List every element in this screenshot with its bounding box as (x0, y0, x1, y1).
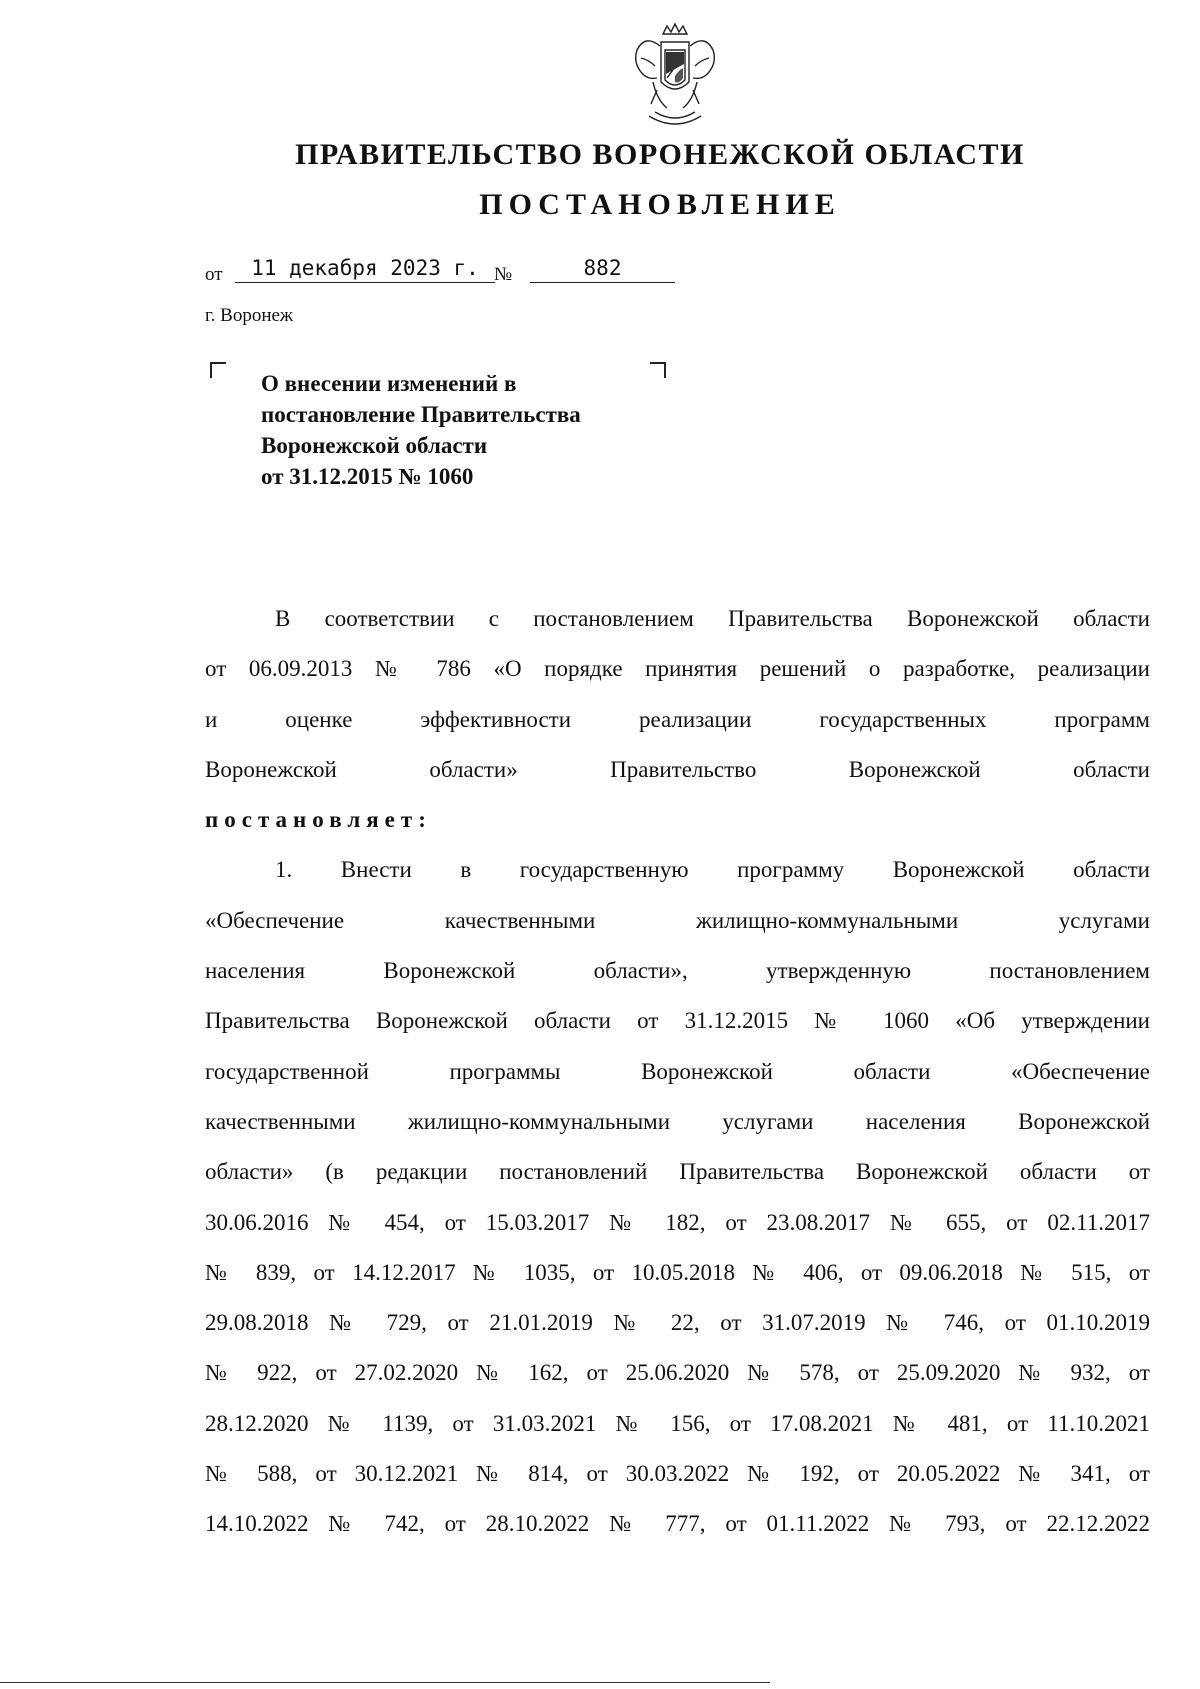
body-line: 1. Внести в государственную программу Воронежской области (275, 857, 1150, 883)
number-prefix: № (494, 264, 513, 285)
body-line: № 588, от 30.12.2021 № 814, от 30.03.2022 № 192, от 20.05.2022 № 341, от (205, 1461, 1150, 1487)
body-line: 14.10.2022 № 742, от 28.10.2022 № 777, от 01.11.2022 № 793, от 22.12.2022 (205, 1511, 1150, 1537)
city-label: г. Воронеж (205, 305, 294, 326)
organization-title: ПРАВИТЕЛЬСТВО ВОРОНЕЖСКОЙ ОБЛАСТИ (295, 138, 1025, 171)
subject-line: О внесении изменений в (261, 371, 517, 396)
document-date: 11 декабря 2023 г. (235, 254, 495, 283)
body-line: № 922, от 27.02.2020 № 162, от 25.06.2020 № 578, от 25.09.2020 № 932, от (205, 1360, 1150, 1386)
subject-corner-top-left (210, 362, 226, 378)
body-line: и оценке эффективности реализации государственных программ (205, 706, 1150, 732)
body-line: В соответствии с постановлением Правительства Воронежской области (275, 606, 1150, 631)
date-prefix: от (205, 264, 223, 285)
document-number: 882 (530, 254, 675, 283)
body-line: Правительства Воронежской области от 31.12.2015 № 1060 «Об утверждении (205, 1008, 1150, 1034)
body-line: населения Воронежской области», утвержденную постановлением (205, 958, 1150, 984)
document-subject (261, 368, 701, 492)
date-number-line (205, 256, 675, 288)
subject-line: от 31.12.2015 № 1060 (261, 464, 474, 489)
body-line: «Обеспечение качественными жилищно-коммунальными услугами (205, 907, 1150, 933)
body-line: Воронежской области» Правительство Воронежской области (205, 756, 1150, 782)
page-bottom-rule (0, 1682, 770, 1683)
coat-of-arms-icon (627, 20, 723, 130)
body-line: 29.08.2018 № 729, от 21.01.2019 № 22, от 31.07.2019 № 746, от 01.10.2019 (205, 1310, 1150, 1336)
body-line: № 839, от 14.12.2017 № 1035, от 10.05.2018 № 406, от 09.06.2018 № 515, от (205, 1259, 1150, 1285)
resolution-keyword: постановляет: (205, 807, 432, 833)
body-line: 28.12.2020 № 1139, от 31.03.2021 № 156, от 17.08.2021 № 481, от 11.10.2021 (205, 1410, 1150, 1436)
document-body (205, 594, 1150, 1550)
body-line: государственной программы Воронежской области «Обеспечение (205, 1058, 1150, 1084)
subject-line: постановление Правительства (261, 402, 581, 427)
body-line: 30.06.2016 № 454, от 15.03.2017 № 182, от 23.08.2017 № 655, от 02.11.2017 (205, 1209, 1150, 1235)
body-line: области» (в редакции постановлений Правительства Воронежской области от (205, 1159, 1150, 1185)
body-line: качественными жилищно-коммунальными услугами населения Воронежской (205, 1108, 1150, 1134)
document-type-title: ПОСТАНОВЛЕНИЕ (479, 188, 841, 221)
body-line: от 06.09.2013 № 786 «О порядке принятия решений о разработке, реализации (205, 656, 1150, 682)
subject-line: Воронежской области (261, 433, 488, 458)
